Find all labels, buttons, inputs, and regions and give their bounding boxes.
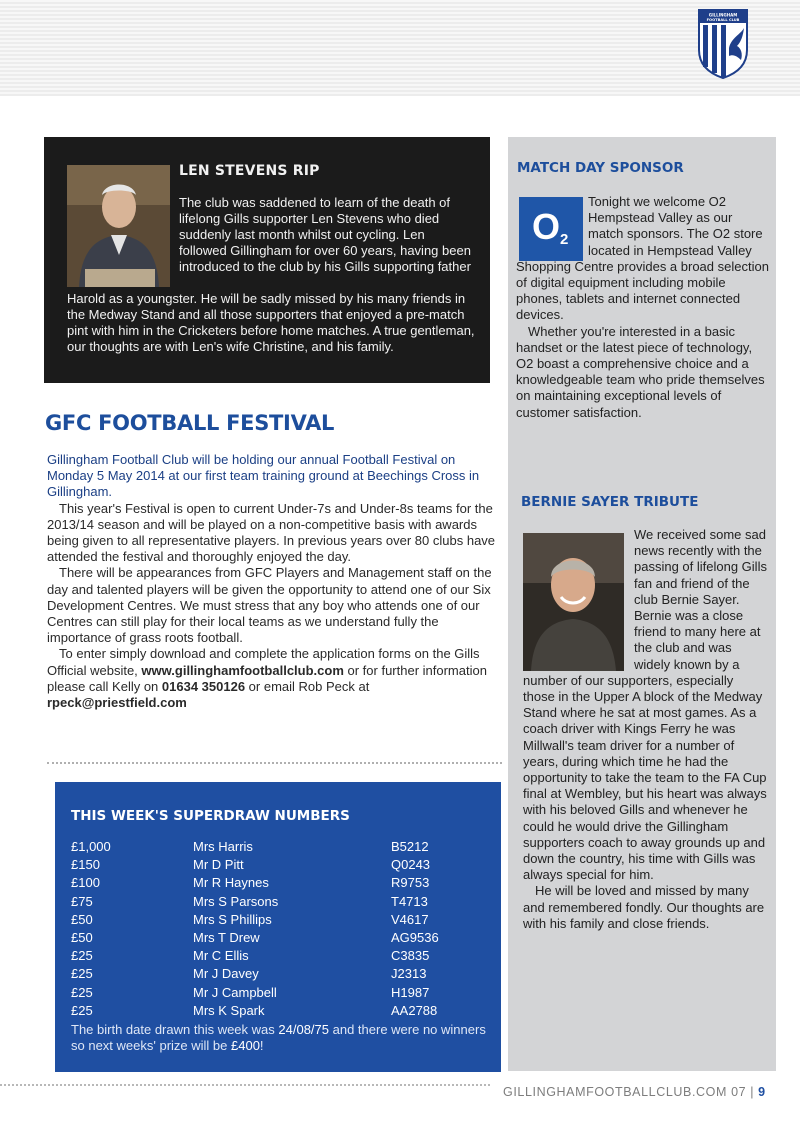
section-divider — [47, 762, 502, 764]
footer-divider — [0, 1084, 490, 1086]
winner-name: Mrs K Spark — [193, 1002, 265, 1018]
email-link[interactable]: rpeck@priestfield.com — [47, 695, 187, 711]
draw-code: AG9536 — [391, 929, 439, 945]
len-stevens-photo — [67, 165, 170, 287]
birth-date: 24/08/75 — [278, 1022, 329, 1037]
prize-amount: £25 — [71, 1002, 93, 1018]
phone-number: 01634 350126 — [161, 678, 246, 694]
contact-text: or email Rob Peck at — [245, 678, 370, 694]
winner-name: Mrs S Parsons — [193, 893, 279, 909]
festival-lead: Gillingham Football Club will be holding our annual Football Festival on Monday 5 May 2014 at our first team training ground at Beechings Cross in Gillingham. — [47, 452, 480, 500]
bernie-paragraph — [523, 527, 768, 883]
bernie-text-2: Bernie was a close friend to many here at the club and was widely known by a number of our supporters, especially those in the Upper A block of the Medway Stand where he sat at most games. As a coach driver with Kings Ferry he was Millwall's team driver for a number of years, during which time he had the opportunity to take the team to the FA Cup final at Wembley, but his heart was always with his beloved Gills and whenever he could he would drive the Gillingham supporters coach to away grounds up and down the country, his time with Gills was always special for him. — [523, 608, 767, 883]
prize-amount: £50 — [71, 911, 93, 927]
footer-site: GILLINGHAMFOOTBALLCLUB.COM — [503, 1085, 727, 1099]
len-stevens-box — [44, 137, 490, 383]
festival-heading: GFC FOOTBALL FESTIVAL — [45, 411, 335, 435]
festival-paragraph: There will be appearances from GFC Players and Management staff on the day and talented players will be given the opportunity to attend one of our Six Development Centres. We must stress that any boy who attends one of our Centres can still play for their local teams as we understand fully the importance of grass roots football. — [47, 565, 492, 646]
table-row — [71, 929, 491, 947]
superdraw-box — [55, 782, 501, 1072]
table-row — [71, 984, 491, 1002]
prize-amount: £400 — [231, 1038, 260, 1053]
prize-amount: £100 — [71, 875, 100, 891]
prize-amount: £75 — [71, 893, 93, 909]
prize-amount: £1,000 — [71, 839, 111, 854]
svg-text:FOOTBALL CLUB: FOOTBALL CLUB — [706, 18, 740, 22]
draw-code: H1987 — [391, 984, 430, 1000]
top-band — [0, 0, 800, 96]
table-row — [71, 874, 491, 892]
table-row — [71, 1002, 491, 1020]
festival-paragraph: This year's Festival is open to current Under-7s and Under-8s teams for the 2013/14 season and will be played on a non-competitive basis with awards being given to all representative players. In previous years over 80 clubs have attended the festival and thoroughly enjoyed the day. — [47, 500, 496, 565]
sponsor-text-1: Tonight we welcome O2 Hempstead Valley as our match sponsors. The O2 store located in Hempstead Valley Shopping Centre provides a broad selection of digital equipment including mobile phones, tablets and internet connected devices. — [516, 194, 769, 323]
draw-code: V4617 — [391, 911, 429, 927]
prize-amount: £25 — [71, 984, 93, 1000]
winner-name: Mr C Ellis — [193, 948, 249, 964]
winner-name: Mrs T Drew — [193, 929, 260, 945]
o2-logo-letter: O — [532, 206, 561, 247]
prize-amount: £50 — [71, 929, 93, 945]
len-stevens-text-continued: Harold as a youngster. He will be sadly missed by his many friends in the Medway Stand and all those supporters that enjoyed a pre-match pint with him in the Cricketers before home matches. A true gentleman, our thoughts are with Len's wife Christine, and his family. — [67, 291, 475, 354]
photo-spacer — [523, 527, 634, 671]
bernie-paragraph: He will be loved and missed by many and remembered fondly. Our thoughts are with his family and close friends. — [523, 883, 765, 931]
table-row — [71, 893, 491, 911]
page-footer: GILLINGHAMFOOTBALLCLUB.COM 07 | 9 — [503, 1085, 766, 1099]
winner-name: Mr J Campbell — [193, 984, 277, 1000]
table-row — [71, 911, 491, 929]
winner-name: Mr R Haynes — [193, 875, 269, 891]
club-crest-icon — [697, 8, 749, 80]
superdraw-table — [71, 838, 491, 1020]
sponsor-paragraph: Whether you're interested in a basic handset or the latest piece of technology, O2 boast a comprehensive choice and a knowledgeable team who pride themselves on maintaining exceptional levels of customer satisfaction. — [516, 323, 765, 420]
website-link[interactable]: www.gillinghamfootballclub.com — [141, 662, 344, 678]
draw-code: B5212 — [391, 839, 429, 854]
contact-text: or for further information please call Kelly on — [47, 662, 487, 694]
winner-name: Mr J Davey — [193, 966, 259, 982]
draw-code: R9753 — [391, 875, 430, 891]
len-stevens-title: LEN STEVENS RIP — [179, 163, 320, 179]
draw-code: Q0243 — [391, 857, 431, 873]
winner-name: Mr D Pitt — [193, 857, 244, 873]
contact-text: To enter simply download and complete the application forms on the Gills Official website, — [47, 646, 480, 678]
bernie-sayer-heading: BERNIE SAYER TRIBUTE — [521, 494, 699, 510]
draw-code: AA2788 — [391, 1002, 438, 1018]
footer-text: The birth date drawn this week was — [71, 1022, 279, 1037]
winner-name: Mrs S Phillips — [193, 911, 272, 927]
superdraw-footer — [71, 1022, 489, 1054]
bernie-text-1: We received some sad news recently with the passing of lifelong Gills fan and friend of the club Bernie Sayer. — [634, 527, 767, 607]
table-row — [71, 947, 491, 965]
o2-logo-number: 2 — [560, 231, 569, 248]
table-row — [71, 838, 491, 856]
side-panel — [508, 137, 776, 1071]
page-number: 07 — [731, 1085, 747, 1099]
prize-amount: £150 — [71, 857, 100, 873]
bernie-text — [523, 527, 768, 932]
draw-code: J2313 — [391, 966, 427, 982]
table-row — [71, 965, 491, 983]
sponsor-text — [516, 194, 770, 421]
prize-amount: £25 — [71, 966, 93, 982]
svg-text:GILLINGHAM: GILLINGHAM — [708, 12, 738, 18]
match-day-sponsor-heading: MATCH DAY SPONSOR — [517, 160, 684, 176]
draw-code: T4713 — [391, 893, 428, 909]
festival-article — [47, 452, 502, 711]
len-stevens-text: The club was saddened to learn of the death of lifelong Gills supporter Len Stevens who died suddenly last month whilst out cycling. Len followed Gillingham for over 60 years, having been introduced to the club by his Gills supporting father — [179, 195, 471, 274]
logo-spacer — [516, 194, 588, 258]
prize-amount: £25 — [71, 948, 93, 964]
festival-contact-paragraph — [47, 646, 502, 711]
page-mark: 9 — [758, 1085, 766, 1099]
footer-text: and there were no winners so next weeks' prize will be — [71, 1022, 486, 1053]
superdraw-title: THIS WEEK'S SUPERDRAW NUMBERS — [71, 808, 350, 824]
draw-code: C3835 — [391, 948, 430, 964]
table-row — [71, 856, 491, 874]
winner-name: Mrs Harris — [193, 839, 253, 854]
sponsor-paragraph — [516, 194, 770, 324]
footer-text: ! — [259, 1038, 264, 1053]
